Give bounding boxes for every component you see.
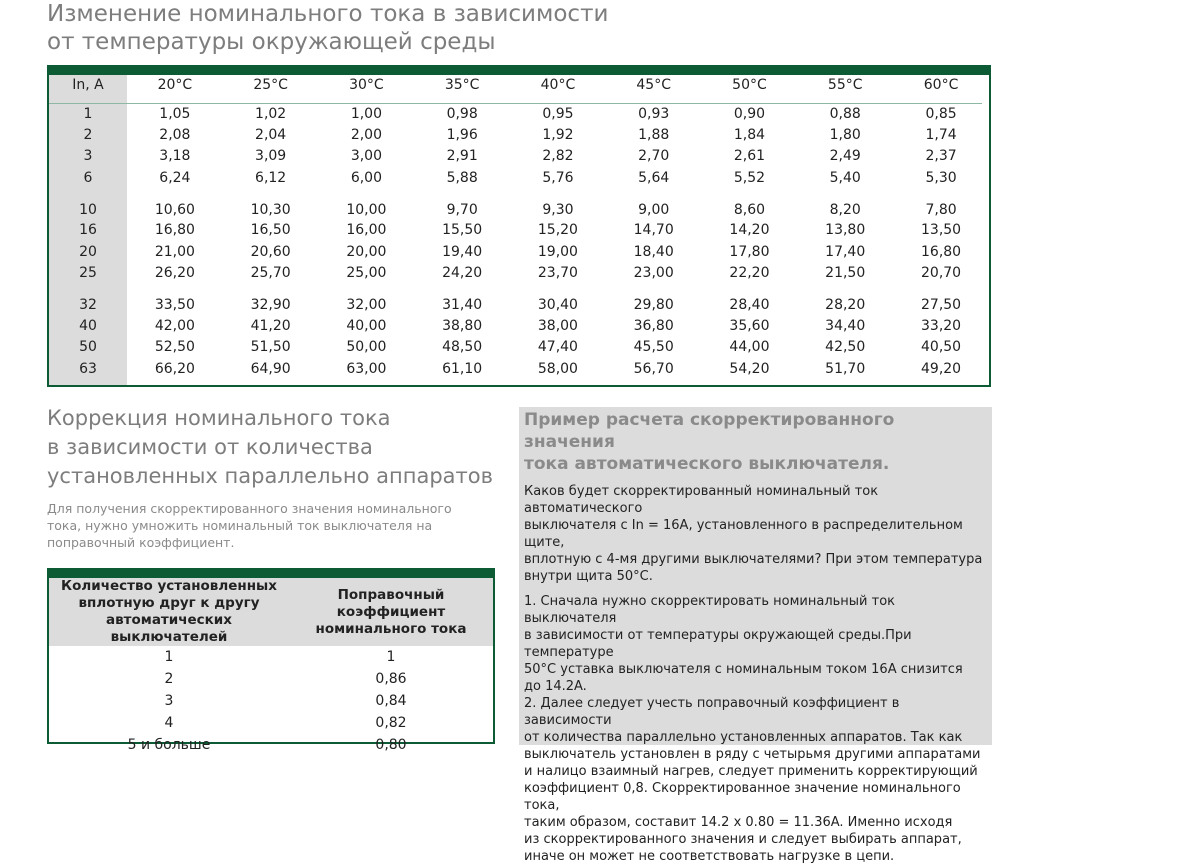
text-line: в зависимости от температуры окружающей среды.При температуре	[524, 628, 912, 660]
table-row	[49, 220, 989, 242]
header-line: Количество установленных	[61, 578, 277, 594]
breaker-count: 1	[164, 649, 174, 665]
table-row	[49, 189, 989, 220]
text-line: вплотную с 4-мя другими выключателями? При этом температура	[524, 552, 983, 567]
current-value: 56,70	[633, 360, 674, 377]
current-value: 36,80	[633, 317, 674, 334]
table-row	[49, 241, 989, 263]
header-line: вплотную друг к другу	[78, 595, 260, 611]
current-value: 5,76	[542, 169, 574, 186]
current-value: 49,20	[921, 360, 962, 377]
current-value: 64,90	[250, 360, 291, 377]
rated-current: 16	[79, 222, 97, 239]
breaker-count: 2	[164, 671, 174, 687]
current-value: 5,40	[829, 169, 861, 186]
correction-title-line: установленных параллельно аппаратов	[47, 464, 493, 488]
text-line: выключателя с In = 16A, установленного в распределительном щите,	[524, 518, 963, 550]
correction-table-frame	[47, 568, 495, 753]
correction-title	[47, 404, 493, 491]
table-row	[49, 690, 493, 712]
example-answer	[524, 593, 986, 865]
rated-current: 10	[79, 201, 97, 218]
current-value: 38,00	[537, 317, 578, 334]
current-value: 2,91	[446, 148, 478, 165]
table-row	[49, 263, 989, 285]
rated-current: 6	[83, 169, 93, 186]
current-value: 54,20	[729, 360, 770, 377]
current-value: 1,84	[733, 126, 766, 143]
current-value: 0,93	[638, 106, 670, 122]
current-value: 15,20	[537, 222, 578, 239]
header-temperature: 50°C	[732, 77, 767, 93]
current-value: 38,80	[442, 317, 483, 334]
rated-current: 1	[83, 106, 93, 122]
current-value: 1,02	[255, 106, 287, 122]
current-value: 5,64	[638, 169, 670, 186]
current-value: 66,20	[154, 360, 195, 377]
header-temperature: 35°C	[444, 77, 480, 93]
rated-current: 20	[79, 243, 97, 260]
current-value: 19,40	[442, 243, 483, 260]
table-row	[49, 358, 989, 380]
current-value: 13,50	[921, 222, 962, 239]
current-value: 10,60	[154, 201, 195, 218]
current-value: 2,08	[159, 126, 191, 143]
current-value: 21,00	[154, 243, 195, 260]
text-line: 1. Сначала нужно скорректировать номинальный ток выключателя	[524, 594, 896, 626]
text-line: и налицо взаимный нагрев, следует применить корректирующий	[524, 764, 978, 779]
current-value: 52,50	[154, 339, 195, 356]
current-value: 27,50	[921, 297, 962, 313]
table-row	[49, 315, 989, 337]
current-value: 45,50	[633, 339, 674, 356]
current-value: 0,88	[829, 106, 861, 122]
current-value: 5,88	[446, 169, 478, 186]
example-title-line: тока автоматического выключателя.	[524, 454, 890, 474]
current-value: 2,00	[350, 126, 382, 143]
header-temperature: 30°C	[349, 77, 384, 93]
current-value: 6,12	[255, 169, 287, 186]
breaker-count: 4	[164, 715, 174, 731]
current-value: 63,00	[346, 360, 387, 377]
current-value: 34,40	[825, 317, 866, 334]
current-value: 1,80	[829, 126, 861, 143]
header-coefficient	[289, 578, 493, 646]
table-row	[49, 668, 493, 690]
current-value: 13,80	[825, 222, 866, 239]
table-row	[49, 124, 989, 146]
text-line: до 14.2A.	[524, 679, 587, 694]
current-value: 5,30	[925, 169, 957, 186]
current-value: 16,00	[346, 222, 387, 239]
table-row	[49, 146, 989, 168]
current-value: 2,37	[925, 148, 957, 165]
rated-current: 50	[79, 339, 97, 356]
coefficient: 1	[386, 649, 396, 665]
current-value: 20,60	[250, 243, 291, 260]
current-value: 19,00	[537, 243, 578, 260]
current-value: 1,05	[159, 106, 191, 122]
current-value: 2,82	[542, 148, 574, 165]
example-title-line: Пример расчета скорректированного значения	[524, 410, 895, 452]
current-value: 8,20	[829, 201, 861, 218]
breaker-count: 5 и больше	[127, 737, 211, 753]
current-value: 2,49	[829, 148, 861, 165]
current-value: 14,20	[729, 222, 770, 239]
current-value: 14,70	[633, 222, 674, 239]
current-value: 40,00	[346, 317, 387, 334]
current-value: 1,74	[925, 126, 957, 143]
table-row	[49, 337, 989, 359]
header-temperature: 55°C	[827, 77, 863, 93]
current-value: 8,60	[733, 201, 766, 218]
table-row	[49, 95, 989, 124]
current-value: 15,50	[442, 222, 483, 239]
current-value: 31,40	[442, 297, 483, 313]
current-value: 10,30	[250, 201, 291, 218]
current-value: 42,00	[154, 317, 195, 334]
current-value: 9,30	[542, 201, 574, 218]
current-value: 35,60	[729, 317, 770, 334]
rated-current: 3	[83, 148, 93, 165]
current-value: 22,20	[729, 265, 770, 282]
current-value: 26,20	[154, 265, 195, 282]
current-value: 1,92	[542, 126, 574, 143]
correction-table-header	[49, 578, 493, 646]
header-temperature: 60°C	[923, 77, 959, 93]
current-value: 5,52	[733, 169, 766, 186]
rated-current: 32	[79, 297, 97, 313]
current-value: 6,00	[350, 169, 382, 186]
header-temperature: 20°C	[157, 77, 193, 93]
current-value: 40,50	[921, 339, 962, 356]
temperature-table-frame	[47, 65, 991, 387]
current-value: 2,04	[255, 126, 287, 143]
current-value: 6,24	[159, 169, 191, 186]
current-value: 9,00	[638, 201, 670, 218]
current-value: 48,50	[442, 339, 483, 356]
coefficient: 0,84	[375, 693, 407, 709]
coefficient: 0,82	[375, 715, 407, 731]
current-value: 21,50	[825, 265, 866, 282]
text-line: из скорректированного значения и следует выбирать аппарат,	[524, 832, 962, 847]
current-value: 29,80	[633, 297, 674, 313]
table-row	[49, 167, 989, 189]
current-value: 20,00	[346, 243, 387, 260]
table-row	[49, 734, 493, 756]
current-value: 3,18	[159, 148, 191, 165]
current-value: 41,20	[250, 317, 291, 334]
current-value: 42,50	[825, 339, 866, 356]
text-line: 2. Далее следует учесть поправочный коэффициент в зависимости	[524, 696, 900, 728]
current-value: 3,09	[255, 148, 287, 165]
current-value: 32,90	[250, 297, 291, 313]
coefficient: 0,80	[375, 737, 407, 753]
current-value: 61,10	[442, 360, 483, 377]
correction-description: Для получения скорректированного значения номинального тока, нужно умножить номинальный ток выключателя на поправочный коэффициент.	[47, 501, 452, 550]
current-value: 51,70	[825, 360, 866, 377]
text-line: внутри щита 50°C.	[524, 569, 653, 584]
current-value: 0,85	[925, 106, 957, 122]
main-title	[47, 0, 608, 56]
current-value: 33,20	[921, 317, 962, 334]
header-temperature: 45°C	[636, 77, 671, 93]
current-value: 28,20	[825, 297, 866, 313]
current-value: 17,40	[825, 243, 866, 260]
current-value: 10,00	[346, 201, 387, 218]
header-breaker-count	[49, 578, 289, 646]
current-value: 1,88	[638, 126, 670, 143]
current-value: 30,40	[537, 297, 578, 313]
correction-title-line: Коррекция номинального тока	[47, 406, 391, 430]
current-value: 2,61	[733, 148, 766, 165]
header-temperature: 25°C	[253, 77, 288, 93]
header-line: Поправочный коэффициент	[336, 586, 446, 620]
text-line: выключатель установлен в ряду с четырьмя другими аппаратами	[524, 747, 981, 762]
table-row	[49, 712, 493, 734]
rated-current: 2	[83, 126, 93, 143]
current-value: 0,98	[446, 106, 478, 122]
current-value: 7,80	[925, 201, 957, 218]
breaker-count: 3	[164, 693, 174, 709]
current-value: 23,70	[537, 265, 578, 282]
current-value: 32,00	[346, 297, 387, 313]
current-value: 16,50	[250, 222, 291, 239]
current-value: 51,50	[250, 339, 291, 356]
text-line: от количества параллельно установленных аппаратов. Так как	[524, 730, 963, 745]
header-line: номинального тока	[315, 620, 467, 637]
current-value: 25,70	[250, 265, 291, 282]
table-row	[49, 646, 493, 668]
header-current: In, A	[72, 77, 104, 93]
current-value: 0,95	[542, 106, 574, 122]
rated-current: 40	[79, 317, 97, 334]
current-value: 2,70	[638, 148, 670, 165]
main-title-line: от температуры окружающей среды	[47, 29, 496, 55]
current-value: 20,70	[921, 265, 962, 282]
temperature-table	[49, 75, 989, 380]
current-value: 44,00	[729, 339, 770, 356]
current-value: 17,80	[729, 243, 770, 260]
correction-title-line: в зависимости от количества	[47, 435, 373, 459]
current-value: 1,00	[350, 106, 382, 122]
current-value: 47,40	[537, 339, 578, 356]
current-value: 16,80	[921, 243, 962, 260]
table-row	[49, 284, 989, 315]
coefficient: 0,86	[375, 671, 407, 687]
current-value: 24,20	[442, 265, 483, 282]
current-value: 50,00	[346, 339, 387, 356]
text-line: таким образом, составит 14.2 x 0.80 = 11.36A. Именно исходя	[524, 815, 953, 830]
example-box	[519, 407, 992, 864]
current-value: 58,00	[537, 360, 578, 377]
current-value: 3,00	[350, 148, 382, 165]
text-line: Каков будет скорректированный номинальный ток автоматического	[524, 484, 879, 516]
current-value: 33,50	[154, 297, 195, 313]
text-line: иначе он может не соответствовать нагрузке в цепи.	[524, 849, 895, 864]
current-value: 9,70	[446, 201, 478, 218]
current-value: 28,40	[729, 297, 770, 313]
current-value: 23,00	[633, 265, 674, 282]
current-value: 25,00	[346, 265, 387, 282]
current-value: 16,80	[154, 222, 195, 239]
example-question	[524, 483, 986, 585]
rated-current: 25	[79, 265, 97, 282]
header-line: автоматических выключателей	[106, 612, 232, 645]
temperature-table-header	[49, 75, 989, 95]
text-line: коэффициент 0,8. Скорректированное значение номинального тока,	[524, 781, 961, 813]
current-value: 18,40	[633, 243, 674, 260]
current-value: 1,96	[446, 126, 478, 143]
main-title-line: Изменение номинального тока в зависимости	[47, 1, 609, 27]
example-title	[524, 409, 986, 475]
text-line: 50°C уставка выключателя с номинальным током 16A снизится	[524, 662, 963, 677]
rated-current: 63	[79, 360, 97, 377]
current-value: 0,90	[733, 106, 766, 122]
correction-table	[49, 578, 493, 756]
header-temperature: 40°C	[540, 77, 576, 93]
